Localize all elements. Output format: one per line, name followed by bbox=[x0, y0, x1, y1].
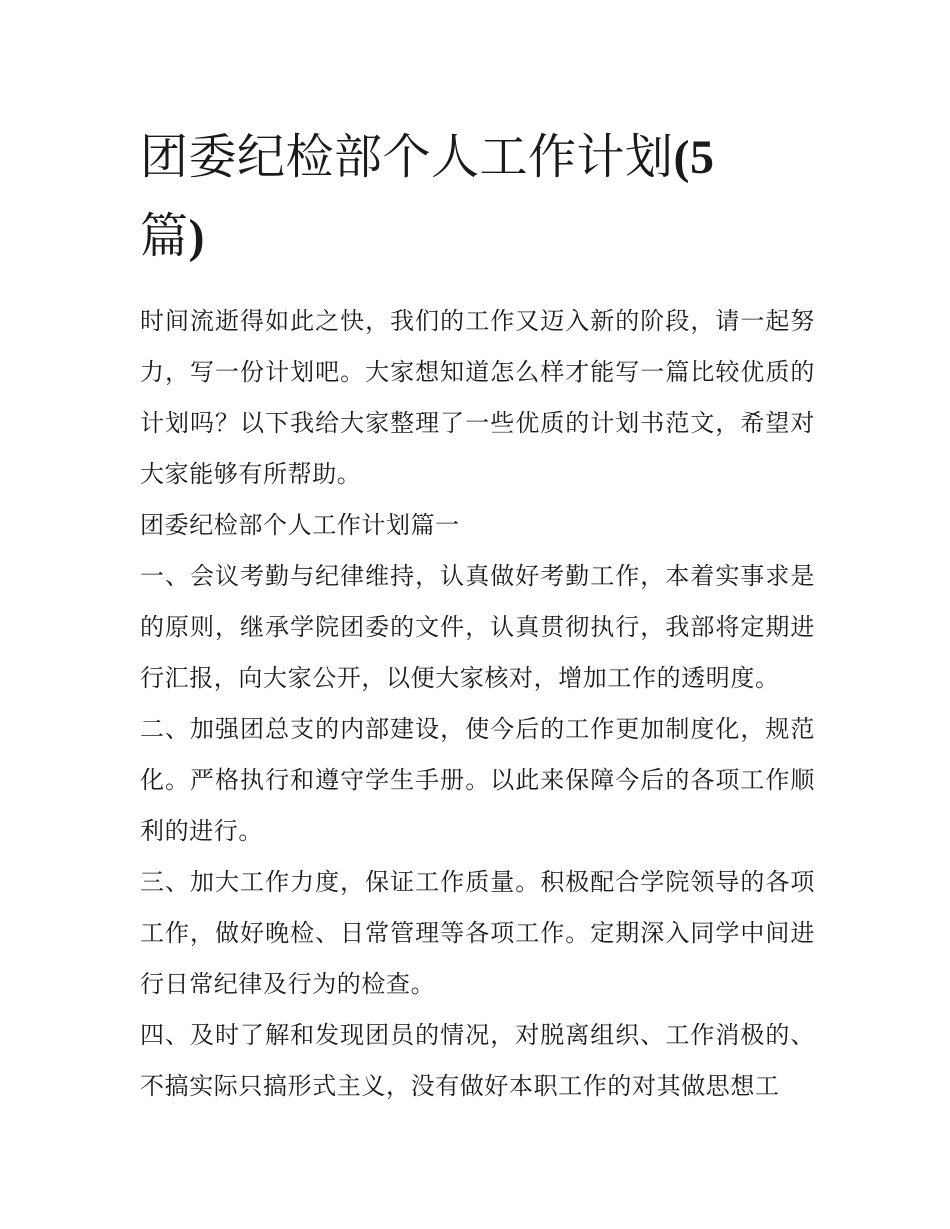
title-paren-open: (5 bbox=[673, 131, 715, 184]
document-page bbox=[140, 118, 815, 1112]
intro-paragraph: 时间流逝得如此之快，我们的工作又迈入新的阶段，请一起努力，写一份计划吧。大家想知道怎么样才能写一篇比较优质的计划吗？以下我给大家整理了一些优质的计划书范文，希望对大家能够有所帮助。 bbox=[140, 307, 815, 488]
body-paragraph-2: 二、加强团总支的内部建设，使今后的工作更加制度化，规范化。严格执行和遵守学生手册。以此来保障今后的各项工作顺利的进行。 bbox=[140, 715, 815, 845]
body-paragraph-4: 四、及时了解和发现团员的情况，对脱离组织、工作消极的、不搞实际只搞形式主义，没有做好本职工作的对其做思想工 bbox=[140, 1021, 815, 1100]
document-title bbox=[140, 118, 815, 276]
title-tail: 篇 bbox=[140, 208, 189, 264]
title-paren-close: ) bbox=[188, 210, 205, 263]
body-paragraph-1: 一、会议考勤与纪律维持，认真做好考勤工作，本着实事求是的原则，继承学院团委的文件，认真贯彻执行，我部将定期进行汇报，向大家公开，以便大家核对，增加工作的透明度。 bbox=[140, 562, 815, 692]
section-heading: 团委纪检部个人工作计划篇一 bbox=[140, 511, 460, 539]
body-paragraph-3: 三、加大工作力度，保证工作质量。积极配合学院领导的各项工作，做好晚检、日常管理等各项工作。定期深入同学中间进行日常纪律及行为的检查。 bbox=[140, 868, 815, 998]
title-main: 团委纪检部个人工作计划 bbox=[140, 129, 674, 185]
